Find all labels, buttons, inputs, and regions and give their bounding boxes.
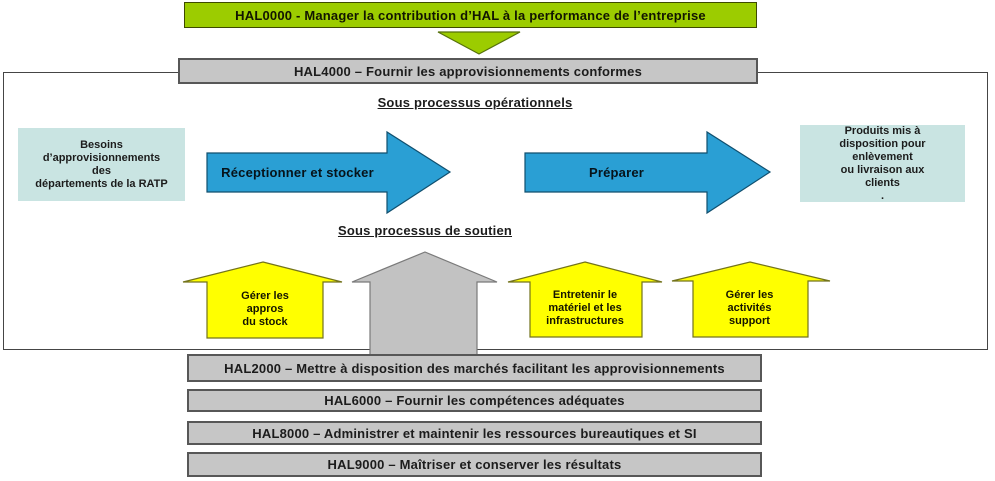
hal8000-box — [187, 421, 762, 445]
support-line: Gérer les — [241, 290, 289, 302]
support-line: matériel et les — [548, 302, 622, 314]
support-heading: Sous processus de soutien — [337, 223, 513, 238]
down-arrow-icon — [438, 32, 520, 54]
hal0000-label: HAL0000 - Manager la contribution d’HAL à la performance de l’entreprise — [235, 7, 706, 23]
hal2000-label: HAL2000 – Mettre à disposition des marchés facilitant les approvisionnements — [224, 360, 725, 376]
support-line: activités — [727, 302, 772, 314]
input-needs-box — [18, 128, 185, 201]
hal2000-box — [187, 354, 762, 382]
support-appros-label — [207, 290, 323, 329]
output-line: enlèvement — [852, 150, 913, 163]
hal4000-box — [178, 58, 758, 84]
support-line: support — [729, 315, 770, 327]
hal4000-label: HAL4000 – Fournir les approvisionnements conformes — [293, 63, 643, 79]
output-line: ou livraison aux — [840, 163, 925, 176]
output-line: Produits mis à — [844, 124, 921, 137]
output-line: disposition pour — [839, 137, 926, 150]
hal9000-label: HAL9000 – Maîtriser et conserver les résultats — [327, 457, 622, 472]
input-line: départements de la RATP — [35, 177, 168, 190]
operational-heading: Sous processus opérationnels — [377, 95, 573, 110]
support-activites-label — [691, 289, 808, 328]
support-line: appros — [246, 303, 284, 315]
hal6000-box — [187, 389, 762, 412]
support-materiel-label — [528, 289, 642, 328]
hal6000-label: HAL6000 – Fournir les compétences adéquates — [324, 393, 625, 408]
support-line: Gérer les — [725, 289, 774, 301]
hal0000-box — [184, 2, 757, 28]
output-products-box — [800, 125, 965, 202]
support-line: du stock — [242, 316, 288, 328]
input-line: Besoins — [80, 138, 123, 151]
hal8000-label: HAL8000 – Administrer et maintenir les ressources bureautiques et SI — [252, 425, 697, 441]
prepare-label: Préparer — [588, 165, 645, 180]
output-line: clients — [865, 176, 900, 189]
input-line: des — [92, 164, 111, 177]
input-line: d’approvisionnements — [42, 151, 161, 164]
support-line: Entretenir le — [552, 289, 618, 301]
support-line: infrastructures — [546, 315, 624, 327]
output-line: . — [880, 189, 885, 202]
hal9000-box — [187, 452, 762, 477]
gray-up-arrow — [352, 252, 497, 358]
receive-store-label: Réceptionner et stocker — [221, 165, 374, 180]
